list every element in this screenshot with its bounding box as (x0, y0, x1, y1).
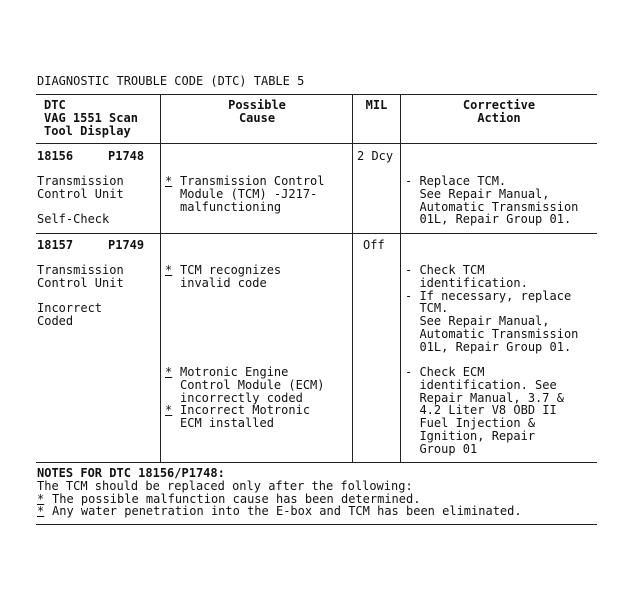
dtc-status: Self-Check (37, 212, 110, 226)
mil-value: Off (363, 238, 385, 252)
component-name: Transmission Control Unit (37, 174, 124, 201)
table-bottom-rule (36, 462, 597, 463)
header-bottom-rule (36, 143, 597, 144)
action-text: - Check TCM identification. - If necessary, replace TCM. See Repair Manual, Automatic Transmission 01L, Repair Group 01. (405, 263, 579, 354)
dtc-code: 18157 (37, 238, 74, 252)
cause-marker: * (165, 174, 173, 188)
header-corrective-action: Corrective Action (462, 98, 536, 125)
header-mil: MIL (365, 98, 388, 112)
column-divider-3 (400, 94, 401, 462)
dtc-code: 18156 (37, 149, 74, 163)
mil-value: 2 Dcy (357, 149, 394, 163)
table-top-rule (36, 94, 597, 95)
column-divider-2 (352, 94, 353, 462)
cause-marker: * (165, 263, 173, 277)
cause-marker: * (165, 403, 173, 417)
cause-text: TCM recognizes invalid code (180, 263, 282, 290)
notes-heading: NOTES FOR DTC 18156/P1748: (37, 466, 225, 480)
p-code: P1748 (108, 149, 145, 163)
note-marker: * (37, 492, 45, 506)
note-marker: * (37, 504, 45, 518)
note-item: The possible malfunction cause has been determined. (52, 492, 421, 506)
table-title: DIAGNOSTIC TROUBLE CODE (DTC) TABLE 5 (37, 74, 305, 88)
header-possible-cause: Possible Cause (228, 98, 286, 125)
component-name: Transmission Control Unit (37, 263, 124, 290)
notes-bottom-rule (36, 524, 597, 525)
cause-text: Incorrect Motronic ECM installed (180, 403, 311, 430)
cause-marker: * (165, 365, 173, 379)
p-code: P1749 (108, 238, 145, 252)
cause-text: Transmission Control Module (TCM) -J217- malfunctioning (180, 174, 325, 214)
cause-text: Motronic Engine Control Module (ECM) incorrectly coded (180, 365, 325, 405)
action-text: - Replace TCM. See Repair Manual, Automatic Transmission 01L, Repair Group 01. (405, 174, 579, 227)
header-dtc: DTC VAG 1551 Scan Tool Display (44, 98, 138, 138)
notes-intro: The TCM should be replaced only after the following: (37, 479, 413, 493)
action-text: - Check ECM identification. See Repair Manual, 3.7 & 4.2 Liter V8 OBD II Fuel Injection & Ignition, Repair Group 01 (405, 365, 564, 456)
note-item: Any water penetration into the E-box and TCM has been eliminated. (52, 504, 522, 518)
column-divider-1 (160, 94, 161, 462)
dtc-status: Incorrect Coded (37, 301, 103, 328)
row-divider (36, 233, 597, 234)
